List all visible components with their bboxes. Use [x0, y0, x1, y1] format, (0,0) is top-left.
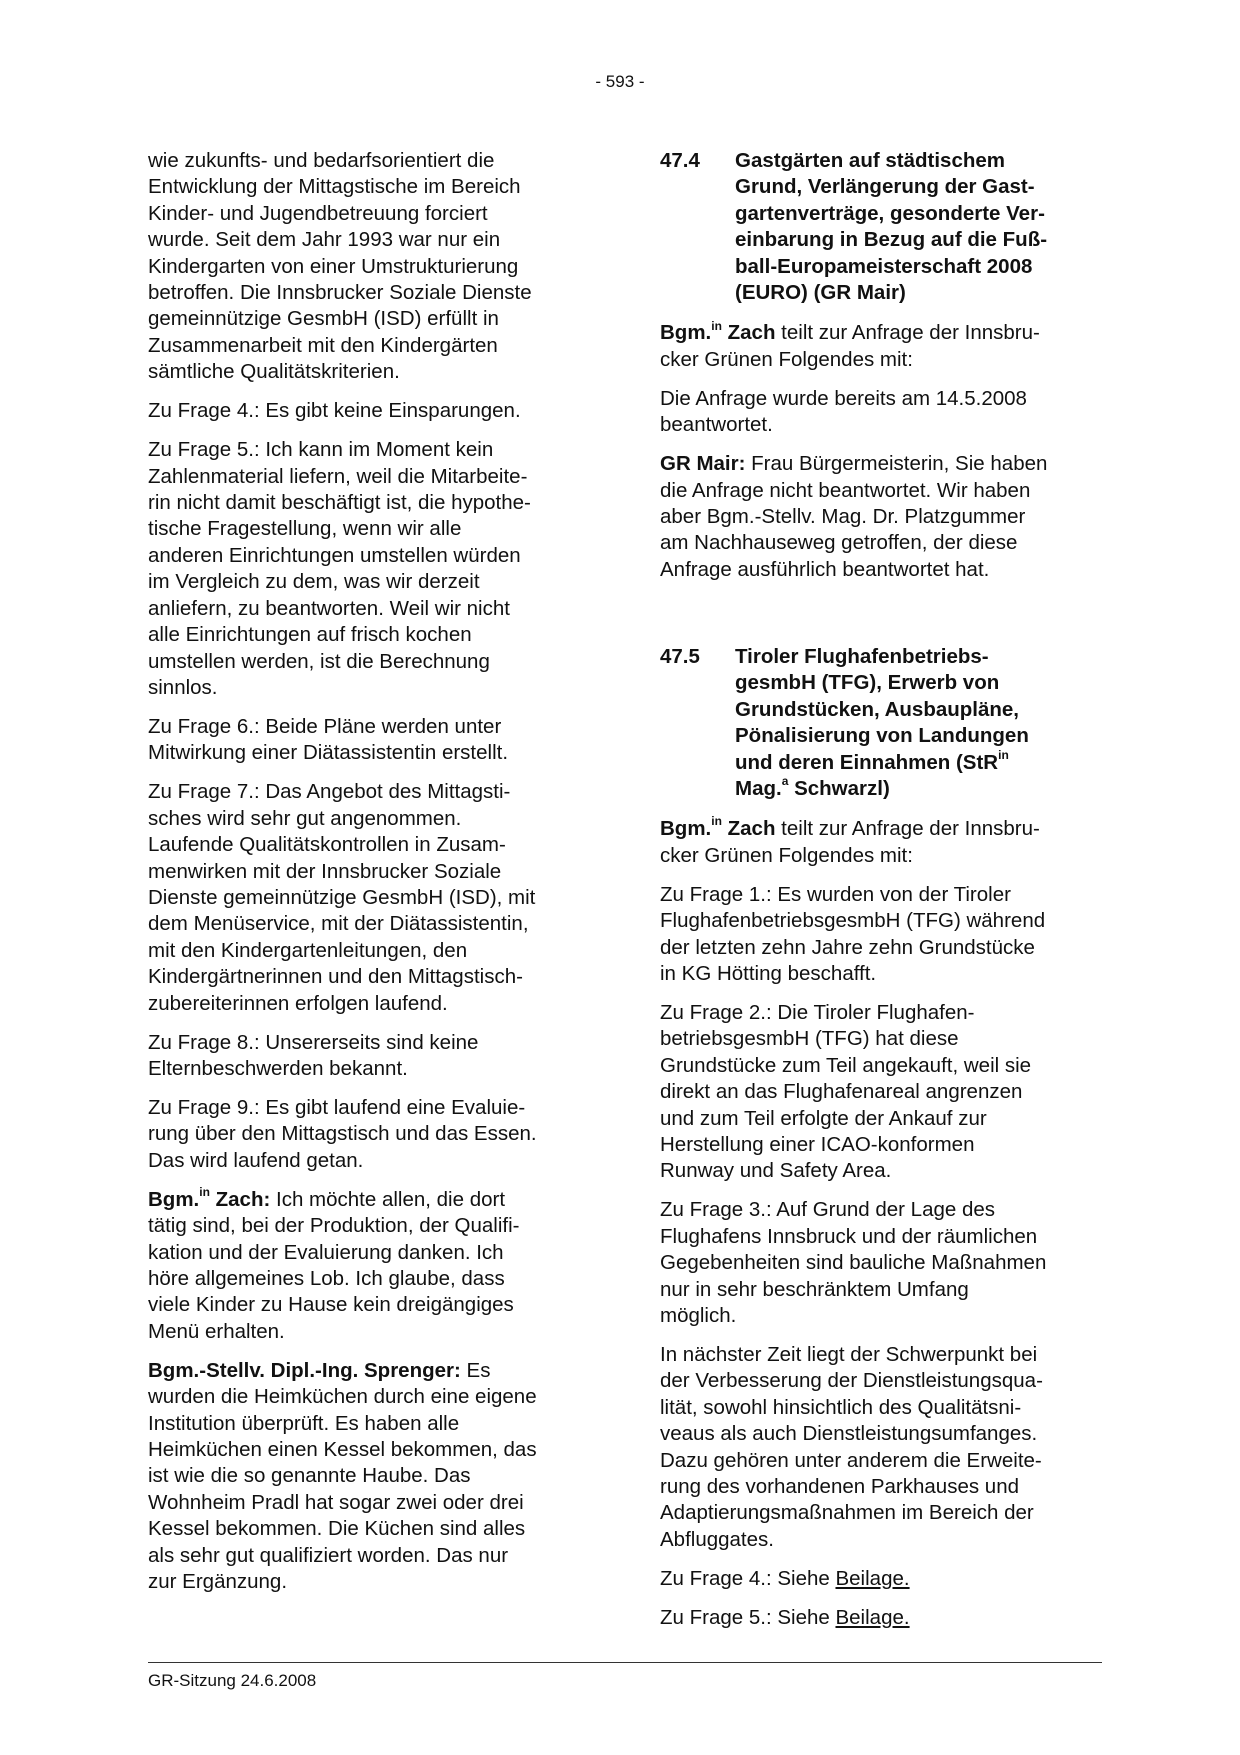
paragraph: Zu Frage 3.: Auf Grund der Lage des Flughafens Innsbruck und der räumlichen Gegebenheiten sind bauliche Maßnahmen nur in sehr beschränktem Umfang möglich. — [660, 1198, 1047, 1327]
attachment-link[interactable]: Beilage. — [835, 1566, 910, 1590]
speaker-name: GR Mair: — [660, 452, 746, 476]
paragraph: Zu Frage 7.: Das Angebot des Mittagsti- sches wird sehr gut angenommen. Laufende Qualitätskontrollen in Zusam- menwirken mit der Innsbrucker Soziale Dienste gemeinnützige GesmbH (ISD), mit dem Menüservice, mit der Diätassistentin, mit den Kindergartenleitungen, den Kindergärtnerinnen und den Mittagstisch- zubereiterinnen erfolgen laufend. — [148, 780, 536, 1015]
agenda-item-title: Gastgärten auf städtischem Grund, Verlängerung der Gast- gartenverträge, gesonderte Ver- einbarung in Bezug auf die Fuß- ball-Europameisterschaft 2008 (EURO) (GR Mair) — [735, 149, 1048, 305]
paragraph: Zu Frage 1.: Es wurden von der Tiroler FlughafenbetriebsgesmbH (TFG) während der letzten zehn Jahre zehn Grundstücke in KG Hötting beschafft. — [660, 882, 1046, 985]
speaker-text: Es wurden die Heimküchen durch eine eigene Institution überprüft. Es haben alle Heimküchen einen Kessel bekommen, das ist wie die so genannte Haube. Das Wohnheim Pradl hat sogar zwei oder drei Kessel bekommen. Die Küchen sind alles als sehr gut qualifiziert worden. Das nur zur Ergänzung. — [148, 1358, 537, 1594]
speaker-name: Bgm. — [660, 321, 712, 345]
speaker-paragraph — [660, 451, 1100, 583]
paragraph: Die Anfrage wurde bereits am 14.5.2008 beantwortet. — [660, 386, 1027, 437]
speaker-name: Bgm. — [148, 1187, 200, 1211]
speaker-paragraph — [660, 320, 1100, 373]
paragraph: Zu Frage 9.: Es gibt laufend eine Evaluie- rung über den Mittagstisch und das Essen. Das wird laufend getan. — [148, 1095, 537, 1172]
speaker-superscript: in — [711, 318, 722, 333]
paragraph: Zu Frage 2.: Die Tiroler Flughafen- betriebsgesmbH (TFG) hat diese Grundstücke zum Teil angekauft, weil sie direkt an das Flughafenareal angrenzen und zum Teil erfolgte der Ankauf zur Herstellung einer ICAO-konformen Runway und Safety Area. — [660, 1000, 1032, 1183]
title-part: Schwarzl) — [788, 776, 890, 800]
paragraph — [660, 1566, 1100, 1592]
speaker-name: Bgm. — [660, 817, 712, 841]
agenda-item-number: 47.4 — [660, 149, 700, 172]
agenda-item-heading — [660, 644, 1100, 802]
attachment-link[interactable]: Beilage. — [835, 1605, 910, 1629]
left-column — [148, 148, 588, 1608]
paragraph-text: Zu Frage 4.: Siehe — [660, 1566, 836, 1590]
speaker-name: Zach: — [209, 1187, 271, 1211]
footer-divider — [148, 1662, 1102, 1663]
title-part: Mag. — [735, 776, 782, 800]
paragraph — [660, 1605, 1100, 1631]
title-superscript: a — [781, 774, 789, 789]
paragraph-text: Zu Frage 5.: Siehe — [660, 1605, 836, 1629]
speaker-name: Zach — [721, 817, 776, 841]
speaker-superscript: in — [199, 1184, 210, 1199]
speaker-paragraph — [148, 1358, 588, 1596]
agenda-item-title — [735, 644, 1100, 802]
paragraph: Zu Frage 5.: Ich kann im Moment kein Zahlenmaterial liefern, weil die Mitarbeite- rin nicht damit beschäftigt ist, die hypothe- tische Fragestellung, wenn wir alle anderen Einrichtungen umstellen würden im Vergleich zu dem, was wir derzeit anliefern, zu beantworten. Weil wir nicht alle Einrichtungen auf frisch kochen umstellen werden, ist die Berechnung sinnlos. — [148, 438, 531, 699]
paragraph: Zu Frage 8.: Unsererseits sind keine Elternbeschwerden bekannt. — [148, 1030, 479, 1080]
speaker-text: Frau Bürgermeisterin, Sie haben die Anfrage nicht beantwortet. Wir haben aber Bgm.-Stellv. Mag. Dr. Platzgummer am Nachhauseweg getroffen, der diese Anfrage ausführlich beantwortet hat. — [660, 452, 1048, 581]
section-spacer — [660, 596, 1100, 644]
paragraph: wie zukunfts- und bedarfsorientiert die Entwicklung der Mittagstische im Bereich Kinder- und Jugendbetreuung forciert wurde. Seit dem Jahr 1993 war nur ein Kindergarten von einer Umstrukturierung betroffen. Die Innsbrucker Soziale Dienste gemeinnützige GesmbH (ISD) erfüllt in Zusammenarbeit mit den Kindergärten sämtliche Qualitätskriterien. — [148, 149, 532, 384]
speaker-superscript: in — [711, 814, 722, 829]
speaker-text: teilt zur Anfrage der Innsbru- cker Grünen Folgendes mit: — [660, 321, 1040, 371]
paragraph: Zu Frage 4.: Es gibt keine Einsparungen. — [148, 399, 521, 423]
footer-text: GR-Sitzung 24.6.2008 — [148, 1671, 317, 1690]
paragraph: Zu Frage 6.: Beide Pläne werden unter Mitwirkung einer Diätassistentin erstellt. — [148, 714, 509, 765]
speaker-name: Bgm.-Stellv. Dipl.-Ing. Sprenger: — [148, 1358, 461, 1382]
speaker-text: Ich möchte allen, die dort tätig sind, bei der Produktion, der Qualifi- kation und der Evaluierung danken. Ich höre allgemeines Lob. Ich glaube, dass viele Kinder zu Hause kein dreigängiges Menü erhalten. — [148, 1187, 520, 1343]
agenda-item-number: 47.5 — [660, 644, 700, 668]
title-part: Tiroler Flughafenbetriebs- gesmbH (TFG), Erwerb von Grundstücken, Ausbaupläne, Pönalisierung von Landungen und deren Einnahmen (StR — [735, 644, 1029, 774]
agenda-item-heading — [660, 148, 1100, 306]
right-column — [660, 148, 1100, 1644]
speaker-paragraph — [148, 1184, 588, 1345]
speaker-text: teilt zur Anfrage der Innsbru- cker Grünen Folgendes mit: — [660, 817, 1040, 867]
speaker-name: Zach — [721, 321, 776, 345]
title-superscript: in — [998, 747, 1009, 762]
page-number: - 593 - — [595, 72, 645, 91]
speaker-paragraph — [660, 816, 1100, 869]
paragraph: In nächster Zeit liegt der Schwerpunkt bei der Verbesserung der Dienstleistungsqua- lität, sowohl hinsichtlich des Qualitätsni- veaus als auch Dienstleistungsumfanges. Dazu gehören unter anderem die Erweite- rung des vorhandenen Parkhauses und Adaptierungsmaßnahmen im Bereich der Abfluggates. — [660, 1343, 1043, 1551]
